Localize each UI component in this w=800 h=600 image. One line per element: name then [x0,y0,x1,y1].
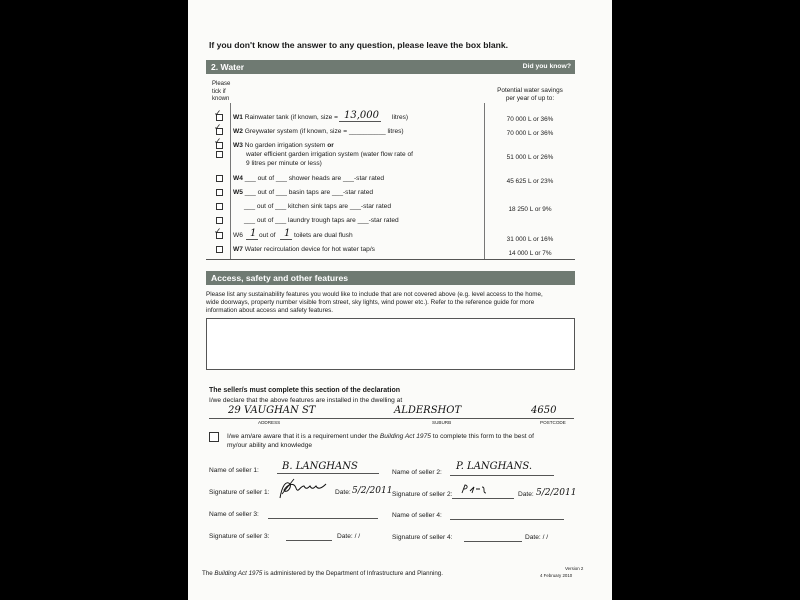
seller2-date-label: Date: [518,491,534,498]
w6-total-value[interactable]: 1 [284,228,291,239]
w1-tick-mark: ✓ [214,109,222,119]
w6-saving: 31 000 L or 16% [506,236,554,243]
seller1-date-label: Date: [335,489,351,496]
seller1-name-label: Name of seller 1: [209,467,259,474]
postcode-label: POSTCODE [540,420,566,425]
w5-kitchen-label: ___ out of ___ kitchen sink taps are ___-star rated [244,203,391,210]
seller1-signature-label: Signature of seller 1: [209,489,270,496]
w5-kitchen-checkbox[interactable] [216,203,223,210]
w4-saving: 45 625 L or 23% [506,178,554,185]
water-section-header [206,60,575,74]
w7-checkbox[interactable] [216,246,223,253]
seller4-date-label: Date: / / [525,534,549,541]
did-you-know-label: Did you know? [522,63,571,70]
water-table-bottom [206,259,575,260]
w5-laundry-label: ___ out of ___ laundry trough taps are ___-star rated [244,217,399,224]
seller3-signature-label: Signature of seller 3: [209,533,270,540]
w1-saving: 70 000 L or 36% [506,116,554,123]
footer-version: Version 2 [565,566,584,571]
awareness-checkbox[interactable] [209,432,219,442]
suburb-label: SUBURB [432,420,452,425]
seller4-signature-line [464,541,522,542]
w7-label: W7 Water recirculation device for hot water tap/s [233,246,375,253]
declaration-statement: I/we declare that the above features are installed in the dwelling at [209,397,403,404]
footer-date: 4 February 2010 [540,573,573,578]
w6-out-of: out of [259,232,276,239]
tick-label: Please tick if known [212,81,231,102]
seller2-signature[interactable] [460,483,490,497]
seller3-signature-line [286,540,332,541]
w2-label: W2 Greywater system (if known, size = __________ litres) [233,128,404,135]
seller3-date-label: Date: / / [337,533,361,540]
declaration-title: The seller/s must complete this section of the declaration [209,387,400,394]
w5-checkbox[interactable] [216,189,223,196]
seller4-signature-label: Signature of seller 4: [392,534,453,541]
intro-note: If you don't know the answer to any question, please leave the box blank. [209,40,509,50]
access-heading: Access, safety and other features [211,273,349,283]
w3-label: W3 No garden irrigation system or [233,142,334,149]
seller2-name-line [450,475,554,476]
w5-label: W5 ___ out of ___ basin taps are ___-star rated [233,189,374,196]
w1-size-value[interactable]: 13,000 [344,110,379,121]
seller3-name-line [268,518,378,519]
w2-tick-mark: ✓ [214,123,222,133]
address-value[interactable]: 29 VAUGHAN ST [228,405,316,416]
water-heading: 2. Water [211,62,245,72]
w2-saving: 70 000 L or 36% [506,130,554,137]
seller1-name-line [277,473,379,474]
seller2-name-value[interactable]: P. LANGHANS. [456,461,533,472]
savings-header: Potential water savings per year of up to: [497,87,563,102]
seller2-name-label: Name of seller 2: [392,469,442,476]
w6-count-line [246,239,258,240]
access-instructions: Please list any sustainability features you would like to include that are not covered above (e.g. level access to the home, wide doorways, property number visible from street, sky lights, wind power etc.). Refer to the reference guide for more information about access and safety features. [206,291,543,314]
footer-note: The Building Act 1975 is administered by the Department of Infrastructure and Planning. [202,570,443,577]
awareness-statement-line2: my/our ability and knowledge [227,442,313,449]
w4-checkbox[interactable] [216,175,223,182]
w6-tail: toilets are dual flush [294,232,353,239]
w6-code: W6 [233,232,243,239]
w1-size-line [339,121,381,122]
w1-unit: litres) [392,114,409,121]
postcode-value[interactable]: 4650 [531,405,557,416]
w6-total-line [280,239,292,240]
w3-tick-mark: ✓ [214,137,222,147]
seller4-name-label: Name of seller 4: [392,512,442,519]
w7-saving: 14 000 L or 7% [508,250,552,257]
w6-tick-mark: ✓ [214,227,222,237]
w3b-label-line2: 9 litres per minute or less) [246,160,322,167]
address-label: ADDRESS [258,420,281,425]
seller1-signature[interactable] [276,476,332,502]
w3b-checkbox[interactable] [216,151,223,158]
w6-count-value[interactable]: 1 [250,228,257,239]
seller2-signature-line [452,498,514,499]
w3b-saving: 51 000 L or 26% [506,154,554,161]
seller1-name-value[interactable]: B. LANGHANS [282,461,358,472]
seller2-date-value[interactable]: 5/2/2011 [536,488,577,498]
w5-saving: 18 250 L or 9% [508,206,552,213]
w5-laundry-checkbox[interactable] [216,217,223,224]
access-features-textarea[interactable] [206,318,575,370]
w1-label: W1 Rainwater tank (if known, size = [233,114,339,121]
water-table-divider-left [230,103,231,259]
access-section-header [206,271,575,285]
w4-label: W4 ___ out of ___ shower heads are ___-star rated [233,175,385,182]
form-page [188,0,612,600]
awareness-statement: I/we am/are aware that it is a requirement under the Building Act 1975 to complete this form to the best of [227,433,534,440]
seller2-signature-label: Signature of seller 2: [392,491,453,498]
seller1-date-value[interactable]: 5/2/2011 [352,486,393,496]
suburb-value[interactable]: ALDERSHOT [394,405,462,416]
w3b-label: water efficient garden irrigation system (water flow rate of [246,151,413,158]
seller3-name-label: Name of seller 3: [209,511,259,518]
seller4-name-line [450,519,564,520]
